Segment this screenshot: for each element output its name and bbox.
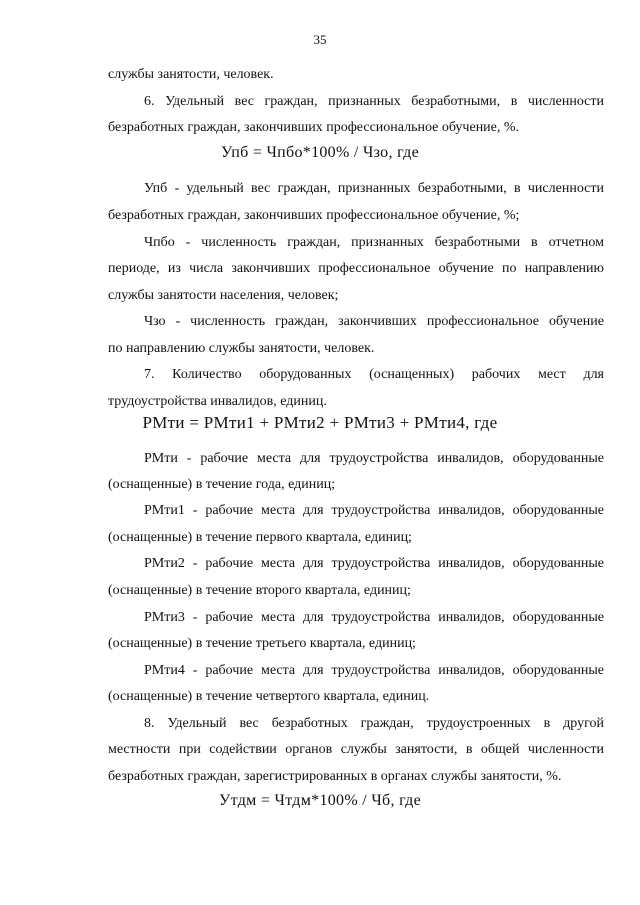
page-number: 35 — [313, 32, 327, 47]
text-line: РМти1 - рабочие места для трудоустройства инвалидов, оборудованные — [144, 503, 604, 518]
text-line: (оснащенные) в течение первого квартала, единиц; — [108, 530, 412, 545]
text-line: службы занятости, человек. — [108, 67, 274, 82]
text-line: 8. Удельный вес безработных граждан, трудоустроенных в другой — [144, 716, 604, 731]
text-line: службы занятости населения, человек; — [108, 288, 339, 303]
text-line: (оснащенные) в течение четвертого квартала, единиц. — [108, 689, 430, 704]
text-line: РМти - рабочие места для трудоустройства инвалидов, оборудованные — [144, 451, 604, 466]
text-line: 7. Количество оборудованных (оснащенных) рабочих мест для — [144, 367, 604, 382]
formula-rmti: РМти = РМти1 + РМти2 + РМти3 + РМти4, где — [142, 413, 498, 432]
text-line: периоде, из числа закончивших профессиональное обучение по направлению — [108, 261, 604, 276]
text-line: (оснащенные) в течение года, единиц; — [108, 477, 336, 492]
formula-utdm: Утдм = Чтдм*100% / Чб, где — [219, 792, 421, 809]
text-line: РМти4 - рабочие места для трудоустройства инвалидов, оборудованные — [144, 663, 604, 678]
text-line: Чзо - численность граждан, закончивших профессиональное обучение — [144, 314, 604, 329]
text-line: (оснащенные) в течение третьего квартала, единиц; — [108, 636, 416, 651]
text-line: безработных граждан, закончивших профессиональное обучение, %. — [108, 120, 520, 135]
text-line: РМти2 - рабочие места для трудоустройства инвалидов, оборудованные — [144, 556, 604, 571]
text-line: (оснащенные) в течение второго квартала, единиц; — [108, 583, 411, 598]
text-line: по направлению службы занятости, человек. — [108, 341, 375, 356]
text-line: Чпбо - численность граждан, признанных безработными в отчетном — [144, 235, 604, 250]
text-line: 6. Удельный вес граждан, признанных безработными, в численности — [144, 94, 604, 109]
text-line: РМти3 - рабочие места для трудоустройства инвалидов, оборудованные — [144, 610, 604, 625]
text-line: местности при содействии органов службы занятости, в общей численности — [108, 742, 604, 757]
formula-upb: Упб = Чпбо*100% / Чзо, где — [221, 144, 419, 161]
text-line: трудоустройства инвалидов, единиц. — [108, 394, 327, 409]
text-line: безработных граждан, зарегистрированных в органах службы занятости, %. — [108, 769, 562, 784]
text-line: безработных граждан, закончивших профессиональное обучение, %; — [108, 208, 520, 223]
text-line: Упб - удельный вес граждан, признанных безработными, в численности — [144, 181, 604, 196]
